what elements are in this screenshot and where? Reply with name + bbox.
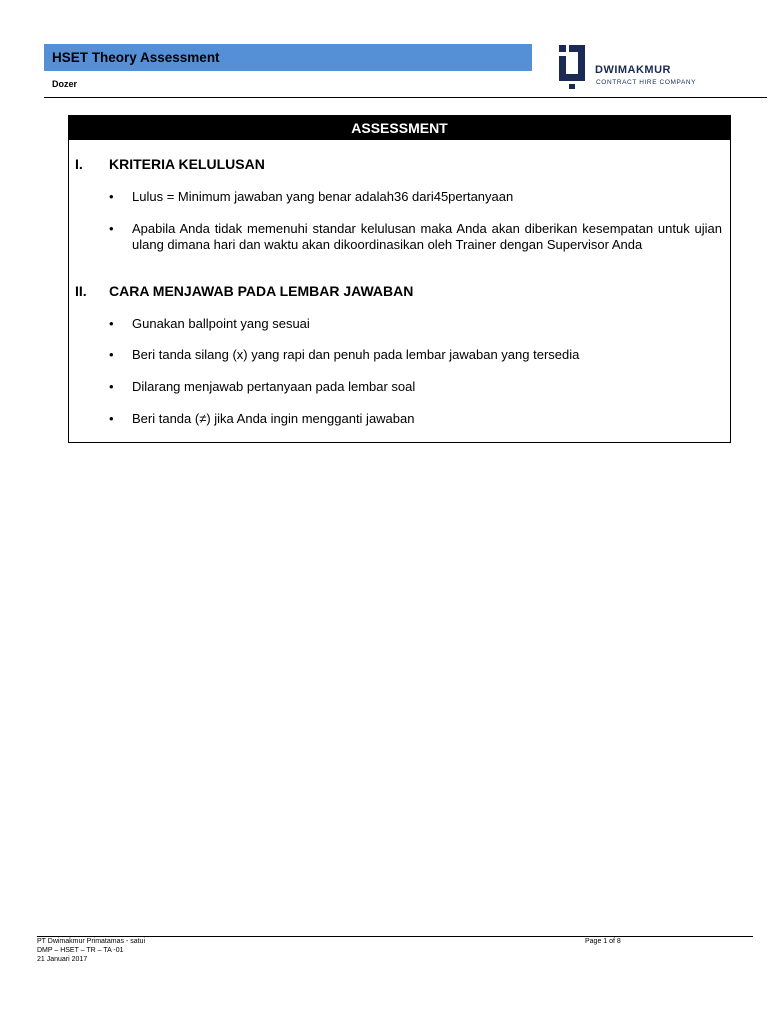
list-item: Gunakan ballpoint yang sesuai: [132, 316, 310, 331]
bullet-icon: •: [109, 316, 114, 331]
dwimakmur-logo-icon: [555, 43, 591, 89]
list-item: Dilarang menjawab pertanyaan pada lembar soal: [132, 379, 416, 394]
section-number: I.: [75, 156, 83, 172]
section-title: CARA MENJAWAB PADA LEMBAR JAWABAN: [109, 283, 414, 299]
document-title-bar: [44, 44, 532, 71]
bullet-icon: •: [109, 189, 114, 204]
list-item: Lulus = Minimum jawaban yang benar adalah36 dari45pertanyaan: [132, 189, 514, 204]
company-logo: [555, 43, 700, 93]
bullet-icon: •: [109, 411, 114, 426]
section-number: II.: [75, 283, 87, 299]
logo-wordmark: DWIMAKMUR: [595, 64, 671, 76]
footer-doc-code: DMP – HSET – TR – TA -01: [37, 947, 124, 954]
footer-page-number: Page 1 of 8: [585, 938, 621, 945]
assessment-heading: ASSESSMENT: [69, 116, 730, 140]
bullet-icon: •: [109, 221, 114, 236]
list-item: Beri tanda silang (x) yang rapi dan penuh pada lembar jawaban yang tersedia: [132, 347, 580, 362]
list-item: Apabila Anda tidak memenuhi standar kelulusan maka Anda akan diberikan kesempatan untuk ujian ulang dimana hari dan waktu akan dikoordinasikan oleh Trainer dengan Supervisor Anda: [132, 221, 722, 252]
assessment-panel: [68, 115, 731, 443]
document-subtitle: Dozer: [52, 79, 78, 89]
footer-date: 21 Januari 2017: [37, 956, 88, 963]
footer-company: PT Dwimakmur Primatamas - satui: [37, 938, 146, 945]
document-title: HSET Theory Assessment: [52, 50, 220, 65]
logo-tagline: CONTRACT HIRE COMPANY: [596, 79, 697, 86]
section-title: KRITERIA KELULUSAN: [109, 156, 265, 172]
bullet-icon: •: [109, 347, 114, 362]
header-divider: [44, 97, 767, 98]
list-item: Beri tanda (≠) jika Anda ingin mengganti jawaban: [132, 411, 415, 426]
bullet-icon: •: [109, 379, 114, 394]
